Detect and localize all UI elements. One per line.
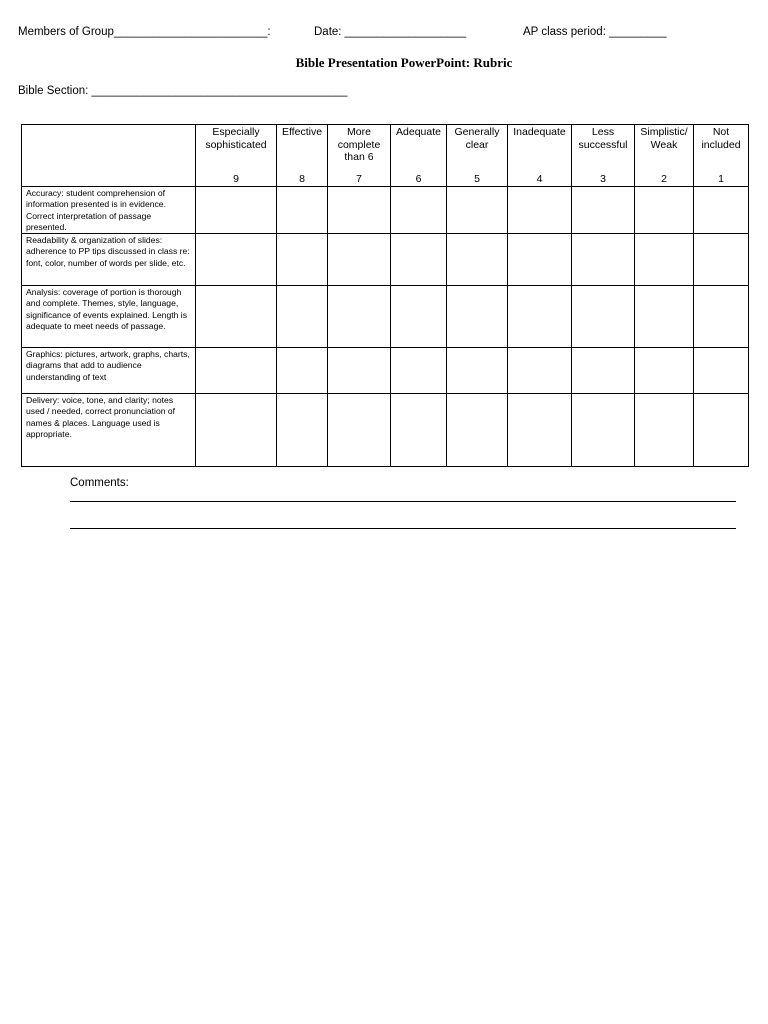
score-cell[interactable] bbox=[328, 394, 391, 467]
score-cell[interactable] bbox=[328, 348, 391, 394]
comment-line[interactable] bbox=[70, 501, 736, 502]
score-cell[interactable] bbox=[694, 348, 749, 394]
ap-class-period-field: AP class period: _________ bbox=[523, 26, 667, 38]
score-number: 2 bbox=[661, 173, 667, 185]
score-cell[interactable] bbox=[328, 234, 391, 286]
score-cell[interactable] bbox=[196, 394, 277, 467]
rubric-row-analysis bbox=[22, 286, 749, 348]
rubric-row-accuracy bbox=[22, 187, 749, 234]
score-cell[interactable] bbox=[635, 234, 694, 286]
rubric-header-cell bbox=[508, 125, 572, 187]
score-number: 1 bbox=[718, 173, 724, 185]
score-label: Less successful bbox=[578, 126, 628, 151]
score-cell[interactable] bbox=[694, 286, 749, 348]
score-cell[interactable] bbox=[196, 234, 277, 286]
rubric-header-cell bbox=[635, 125, 694, 187]
rubric-row-readability bbox=[22, 234, 749, 286]
score-cell[interactable] bbox=[508, 348, 572, 394]
criterion-cell: Delivery: voice, tone, and clarity; notes used / needed, correct pronunciation of names & places. Language used is appropriate. bbox=[22, 394, 196, 467]
score-cell[interactable] bbox=[447, 394, 508, 467]
rubric-header-cell bbox=[391, 125, 447, 187]
score-cell[interactable] bbox=[391, 187, 447, 234]
score-cell[interactable] bbox=[277, 348, 328, 394]
score-cell[interactable] bbox=[277, 187, 328, 234]
rubric-corner-cell bbox=[22, 125, 196, 187]
score-cell[interactable] bbox=[196, 286, 277, 348]
score-label: Effective bbox=[281, 126, 323, 138]
score-label: Adequate bbox=[396, 126, 441, 138]
score-number: 8 bbox=[299, 173, 305, 185]
comments-label: Comments: bbox=[70, 477, 129, 489]
score-cell[interactable] bbox=[508, 286, 572, 348]
bible-section-field: Bible Section: ________________________________________ bbox=[18, 85, 348, 97]
score-cell[interactable] bbox=[508, 234, 572, 286]
score-number: 5 bbox=[474, 173, 480, 185]
score-number: 4 bbox=[536, 173, 543, 185]
score-cell[interactable] bbox=[572, 394, 635, 467]
rubric-row-delivery bbox=[22, 394, 749, 467]
score-cell[interactable] bbox=[635, 348, 694, 394]
score-cell[interactable] bbox=[572, 348, 635, 394]
score-cell[interactable] bbox=[635, 286, 694, 348]
score-label: More complete than 6 bbox=[337, 126, 381, 163]
criterion-cell: Graphics: pictures, artwork, graphs, charts, diagrams that add to audience understanding of text bbox=[22, 348, 196, 394]
score-number: 7 bbox=[356, 173, 362, 185]
score-cell[interactable] bbox=[508, 187, 572, 234]
document-title: Bible Presentation PowerPoint: Rubric bbox=[295, 55, 513, 70]
score-cell[interactable] bbox=[391, 286, 447, 348]
score-cell[interactable] bbox=[196, 348, 277, 394]
criterion-cell: Accuracy: student comprehension of information presented is in evidence. Correct interpretation of passage presented. bbox=[22, 187, 196, 234]
score-cell[interactable] bbox=[277, 234, 328, 286]
rubric-header-cell bbox=[447, 125, 508, 187]
score-label: Not included bbox=[701, 126, 741, 151]
date-field: Date: ___________________ bbox=[314, 26, 467, 38]
rubric-header-cell bbox=[328, 125, 391, 187]
criterion-cell: Readability & organization of slides: adherence to PP tips discussed in class re: font, color, number of words per slide, etc. bbox=[22, 234, 196, 286]
rubric-header-cell bbox=[572, 125, 635, 187]
rubric-table bbox=[21, 124, 749, 467]
score-cell[interactable] bbox=[635, 394, 694, 467]
score-cell[interactable] bbox=[328, 187, 391, 234]
score-cell[interactable] bbox=[447, 286, 508, 348]
rubric-header-row bbox=[22, 125, 749, 187]
score-label: Inadequate bbox=[513, 126, 566, 138]
score-cell[interactable] bbox=[277, 394, 328, 467]
rubric-header-cell bbox=[694, 125, 749, 187]
score-cell[interactable] bbox=[572, 187, 635, 234]
score-cell[interactable] bbox=[391, 348, 447, 394]
score-cell[interactable] bbox=[508, 394, 572, 467]
rubric-row-graphics bbox=[22, 348, 749, 394]
score-cell[interactable] bbox=[694, 234, 749, 286]
score-cell[interactable] bbox=[391, 394, 447, 467]
score-number: 3 bbox=[600, 173, 606, 185]
score-cell[interactable] bbox=[277, 286, 328, 348]
score-label: Simplistic/ Weak bbox=[640, 126, 688, 151]
score-number: 9 bbox=[233, 173, 239, 185]
score-cell[interactable] bbox=[694, 187, 749, 234]
score-cell[interactable] bbox=[447, 234, 508, 286]
score-label: Especially sophisticated bbox=[205, 126, 267, 151]
score-cell[interactable] bbox=[572, 234, 635, 286]
criterion-cell: Analysis: coverage of portion is thorough and complete. Themes, style, language, significance of events explained. Length is adequate to meet needs of passage. bbox=[22, 286, 196, 348]
comment-line[interactable] bbox=[70, 528, 736, 529]
score-cell[interactable] bbox=[447, 187, 508, 234]
rubric-header-cell bbox=[277, 125, 328, 187]
score-number: 6 bbox=[415, 173, 422, 185]
score-cell[interactable] bbox=[694, 394, 749, 467]
score-cell[interactable] bbox=[196, 187, 277, 234]
score-cell[interactable] bbox=[328, 286, 391, 348]
score-label: Generally clear bbox=[454, 126, 500, 151]
rubric-header-cell bbox=[196, 125, 277, 187]
score-cell[interactable] bbox=[572, 286, 635, 348]
score-cell[interactable] bbox=[391, 234, 447, 286]
members-of-group-field: Members of Group________________________: bbox=[18, 26, 271, 38]
score-cell[interactable] bbox=[447, 348, 508, 394]
score-cell[interactable] bbox=[635, 187, 694, 234]
